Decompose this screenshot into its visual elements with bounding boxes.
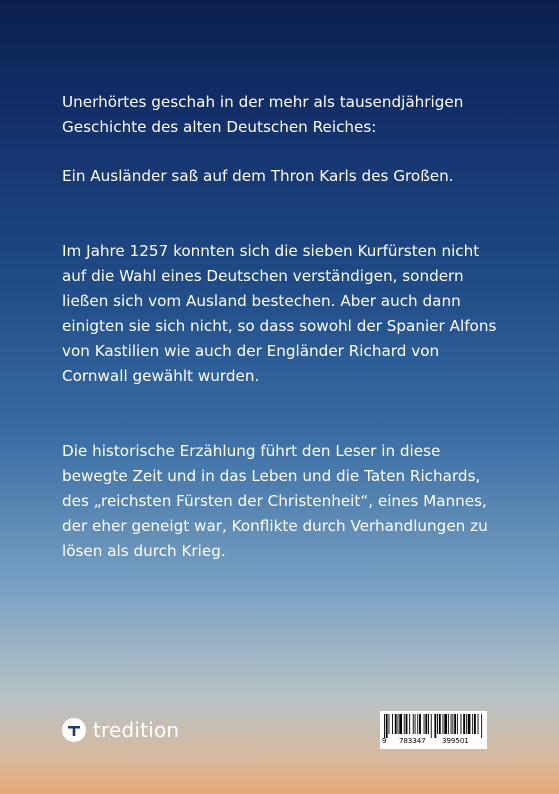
barcode-bar: [439, 714, 441, 734]
barcode-bar: [384, 714, 385, 738]
blurb-line: bewegte Zeit und in das Leben und die Taten Richards,: [62, 467, 481, 485]
blurb-line: der eher geneigt war, Konflikte durch Verhandlungen zu: [62, 517, 488, 535]
barcode-bar: [415, 714, 416, 734]
blurb-story: [62, 439, 502, 564]
blurb-line: Cornwall gewählt wurden.: [62, 367, 260, 385]
barcode-bar: [468, 714, 471, 734]
barcode-bar: [434, 714, 436, 738]
blurb-line: Geschichte des alten Deutschen Reiches:: [62, 118, 377, 136]
barcode-bar: [425, 714, 427, 734]
barcode-bar: [399, 714, 402, 734]
barcode-bar: [386, 714, 388, 738]
barcode-bar: [419, 714, 421, 734]
barcode-bar: [437, 714, 438, 734]
blurb-line: von Kastilien wie auch der Engländer Richard von: [62, 342, 440, 360]
barcode-digit-first: 9: [382, 737, 387, 745]
barcode-bar: [481, 714, 482, 738]
blurb-line: Unerhörtes geschah in der mehr als tausendjährigen: [62, 93, 464, 111]
barcode-bar: [389, 714, 390, 734]
barcode-bar: [404, 714, 405, 734]
barcode-bar: [424, 714, 425, 734]
tredition-logo-icon: [62, 718, 86, 742]
barcode-bar: [463, 714, 465, 734]
publisher-name: tredition: [93, 718, 180, 742]
barcode-bar: [428, 714, 429, 734]
blurb-line: auf die Wahl eines Deutschen verständigen, sondern: [62, 267, 464, 285]
barcode-bar: [395, 714, 397, 734]
barcode-bar: [392, 714, 393, 734]
barcode-digits-left: 783347: [399, 737, 426, 745]
barcode-bar: [448, 714, 449, 734]
blurb-line: einigten sie sich nicht, so dass sowohl der Spanier Alfons: [62, 317, 497, 335]
blurb-tagline: [62, 164, 502, 189]
barcode-bar: [474, 714, 476, 734]
barcode-bar: [451, 714, 452, 734]
barcode-bar: [452, 714, 453, 734]
barcode-bar: [443, 714, 444, 734]
blurb-intro: [62, 90, 502, 140]
barcode-bar: [417, 714, 418, 734]
barcode-bar: [454, 714, 456, 734]
blurb-line: ließen sich vom Ausland bestechen. Aber auch dann: [62, 292, 461, 310]
barcode-bar: [406, 714, 408, 734]
barcode-bar: [466, 714, 467, 734]
isbn-barcode: [380, 711, 487, 749]
blurb-line: lösen als durch Krieg.: [62, 542, 226, 560]
barcode-bar: [444, 714, 447, 734]
blurb-line: Im Jahre 1257 konnten sich die sieben Kurfürsten nicht: [62, 242, 480, 260]
blurb-line: Die historische Erzählung führt den Leser in diese: [62, 442, 441, 460]
blurb-line: des „reichsten Fürsten der Christenheit“, eines Mannes,: [62, 492, 487, 510]
barcode-bar: [472, 714, 473, 734]
blurb-line: Ein Ausländer saß auf dem Thron Karls des Großen.: [62, 167, 454, 185]
barcode-bar: [409, 714, 410, 734]
barcode-bars: [384, 714, 483, 738]
barcode-bar: [431, 714, 432, 738]
barcode-bar: [413, 714, 414, 734]
barcode-digits-right: 399501: [442, 737, 469, 745]
barcode-bar: [398, 714, 399, 734]
barcode-bar: [457, 714, 458, 734]
barcode-bar: [478, 714, 479, 734]
publisher-logo: [62, 718, 179, 742]
barcode-bar: [461, 714, 462, 734]
blurb-history: [62, 239, 502, 389]
